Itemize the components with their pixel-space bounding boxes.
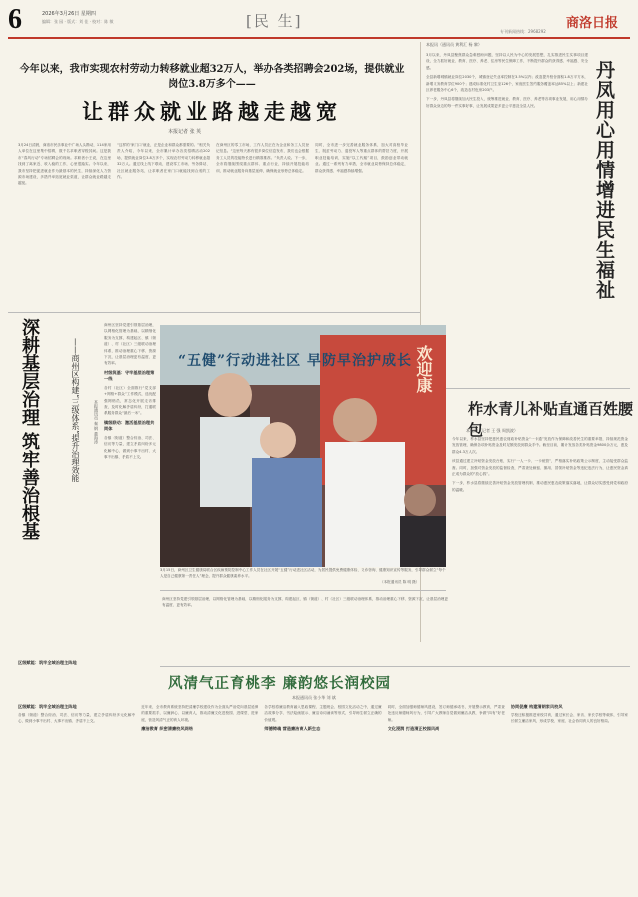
vertical-subhead: 区级赋能：筑牢全域治理主阵地 xyxy=(18,660,77,665)
side-headline: 丹凤用心用情增进民生福祉 xyxy=(593,60,615,300)
bottom-column xyxy=(264,704,381,890)
bottom-subhead: 文化浸润 打造清正校园风尚 xyxy=(387,726,440,732)
bottom-body xyxy=(18,704,628,890)
newspaper-logo: 商洛日报 xyxy=(566,16,619,31)
vertical-subhead: 村级筑基：守牢基层治理第一线 xyxy=(104,369,155,381)
bottom-column xyxy=(511,704,628,890)
vertical-paragraph: 各镇（街道）整合综治、司法、信访等力量，建立矛盾纠纷多元化解中心，做到小事不出村、大事不出镇、矛盾不上交。 xyxy=(104,435,156,460)
section-divider xyxy=(160,590,446,591)
photo-sign: 欢迎康 xyxy=(414,345,433,393)
side-body-2 xyxy=(452,436,628,644)
bottom-paragraph: 各镇（街道）整合综治、司法、信访等力量，建立矛盾纠纷多元化解中心，做到小事不出村、大事不出镇、矛盾不上交。 xyxy=(18,713,136,724)
vertical-headline: 深耕基层治理 筑牢善治根基 xyxy=(19,318,40,541)
bottom-paragraph: 近年来，全市教育系统坚持把清廉学校建设作为全面从严治党向基层延伸的重要抓手，以廉润心、以廉育人，推动清廉文化进校园、进课堂、进家庭，营造风清气正的育人环境。 xyxy=(141,705,259,722)
bottom-headline: 风清气正育桃李 廉韵悠长润校园 xyxy=(168,675,392,692)
dateline: 2026年3月26日 星期四 xyxy=(42,11,96,17)
side-paragraph: 3月以来，丹凤县聚焦群众急难愁盼问题，坚持以人民为中心的发展思想，扎实推进民生实事项目建设，全力抓好就业、教育、医疗、养老、住房等民生保障工作，不断提升群众的获得感、幸福感、安全感。 xyxy=(426,53,588,70)
vertical-paragraph: 商州区坚持党建引领基层治理，以网格化管理为基础，以精细化服务为支撑，构建起区、镇（街道）、村（社区）三级联动治理体系，推动治理重心下移、资源下沉，让基层治理更有温度、更有效率。 xyxy=(104,323,156,366)
bottom-paragraph: 各学校将廉洁教育融入思政课程、主题班会、校园文化活动之中，通过廉洁故事分享、书法绘画展示、廉洁诗词诵读等形式，引导师生树立正确的价值观。 xyxy=(264,705,382,722)
lead-kicker: 今年以来，我市实现农村劳动力转移就业超32万人，举办各类招聘会202场，提供就业岗位3.8万多个—— xyxy=(19,64,405,90)
side-byline-2: 本报讯（记者 王 强 周凯波） xyxy=(466,428,518,433)
vertical-paragraph: 各村（社区）全面推行“党支部+网格+群众”工作模式，选优配强网格员，常态化开展走访排查，及时化解矛盾纠纷，打通联系服务群众“最后一米”。 xyxy=(104,385,156,416)
filler-text xyxy=(162,596,448,660)
photo-caption: 3月15日，商州区卫生健康局联合区疾病预防控制中心工作人员在社区开展“五健”行动进社区活动，为居民提供免费健康体检、义诊咨询、健康知识宣传等服务，引导群众树立“每个人是自己健康第一责任人”理念，提升群众健康素养水平。 xyxy=(160,568,446,578)
section-divider xyxy=(8,312,420,313)
story-paragraph: 商州区坚持党建引领基层治理，以网格化管理为基础，以精细化服务为支撑，构建起区、镇（街道）、村（社区）三级联动治理体系，推动治理重心下移、资源下沉，让基层治理更有温度、更有效率。 xyxy=(162,597,448,608)
lead-column: 在商州区的零工市场，工作人员正在为企业和务工人员登记信息。“这里每天都有很多岗位信息发布，我们也会根据务工人员的技能特长进行精准推荐。”负责人说。下一步，全市将继续围绕重点群体、重点行业，持续开展技能培训，推动就业服务向基层延伸，确保就业形势总体稳定。 xyxy=(216,143,309,173)
lead-column: 同时，全市进一步完善就业服务体系，加大对高校毕业生、脱贫劳动力、退役军人等重点群体的帮扶力度，开展职业技能培训，实施“以工代赈”项目，鼓励创业带动就业。通过一系列有力举措，全市就业局势保持总体稳定，群众获得感、幸福感持续增强。 xyxy=(315,143,408,173)
section-divider xyxy=(424,388,630,389)
bottom-paragraph: 学校还积极推进家校共育，通过家长会、家访、家长学校等载体，引导家长树立廉洁家风，形成学校、家庭、社会协同育人的良好格局。 xyxy=(510,713,629,724)
side-byline: 本报讯（通讯员 黄利汇 杨 黎） xyxy=(426,42,482,47)
lead-byline: 本报记者 张 英 xyxy=(168,129,202,135)
lead-column: “这样的‘家门口’就业，正是企业和群众都需要的。”相关负责人介绍，今年以来，全市累计举办各类招聘活动202场，提供就业岗位3.8万多个，实现农村劳动力转移就业超32万人。通过线上线下联动，建设零工市场、劳务驿站、社区就业服务站，让求职者在家门口就能找到合适的工作。 xyxy=(117,143,210,180)
bottom-column xyxy=(18,704,135,890)
bottom-byline: 本报通讯员 张小华 刘 斌 xyxy=(292,695,336,700)
bottom-column xyxy=(141,704,258,890)
bottom-paragraph: 同时，全面加强师德师风建设，签订师德承诺书，开展警示教育，严肃查处违反师德师风行为，引导广大教师自觉做到廉洁从教，争做“四有”好老师。 xyxy=(387,705,505,722)
vertical-byline: 本报通讯员 秦 钢 董海涛 xyxy=(94,400,99,444)
side-paragraph: 下一步，柞水县将继续完善补贴资金发放管理机制，推动惠民惠农政策落实落地，让群众切实感受到党和政府的温暖。 xyxy=(452,481,628,492)
bottom-subhead: 师德铸魂 营造廉洁育人新生态 xyxy=(264,726,321,732)
page-number: 6 xyxy=(8,4,22,35)
vertical-subhead: 镇级联动：激活基层治理共同体 xyxy=(104,419,155,431)
lead-headline: 让群众就业路越走越宽 xyxy=(82,99,342,124)
side-paragraph: 该县通过建立补贴资金发放台账，实行“一人一卡、一卡统管”，严格落实补贴政策公示制度，主动接受群众监督。同时，加强对资金发放的监督检查，严肃查处截留、挪用、冒领补贴资金等违纪违法行为，让惠民资金真正成为群众的“放心钱”。 xyxy=(452,459,628,477)
vertical-subheadline: ——商州区构建“三级体系”提升治理效能 xyxy=(71,338,80,483)
vertical-subhead: 区级赋能：筑牢全域治理主阵地 xyxy=(18,704,77,709)
bottom-column xyxy=(388,704,505,890)
bottom-subhead: 廉洁教育 织密清廉校风网络 xyxy=(141,726,193,732)
vertical-body xyxy=(104,322,156,662)
side-paragraph: 今年以来，柞水县坚持把惠民惠农财政补贴资金“一卡通”发放作为保障和改善民生的重要举措，持续规范资金发放管理，确保各项补贴资金及时足额发放到群众手中。截至目前，累计发放各类补贴资金9800余万元，惠及群众4.3万人次。 xyxy=(452,437,628,454)
side-paragraph: 全县新增城镇就业岗位2030个，城镇登记失业率控制在3.5%以内；改造提升校舍面积1.8万平方米，新增义务教育学位900个；建成标准化村卫生室126个，家庭医生签约服务覆盖率达85%以上；新建社区养老服务中心6个，改造农村危房203户。 xyxy=(426,75,588,93)
lead-column: 3月24日清晨，商洛市民乐事业中广场人头攒动，114家用人单位在这里集中招聘，数千名求职者穿梭其间。这是我市“春风行动”专场招聘会的现场。求职者小王说，在这里找到了离家近、收入稳的工作，心里很踏实。今年以来，我市坚持把促进就业作为最基本的民生，持续深化人力资源市场建设，多措并举拓宽就业渠道，让群众就业路越走越宽。 xyxy=(18,143,111,186)
side-paragraph: 下一步，丹凤县将继续加大民生投入，统筹推进就业、教育、医疗、养老等各项事业发展，用心用情办好群众身边的每一件实事好事，让发展成果更多更公平惠及全县人民。 xyxy=(426,97,588,108)
editor-line: 编辑：张 园 · 版式：刘 佳 · 校对：陈 敏 xyxy=(42,19,114,24)
photo-credit: （本报通讯员 陈 明 摄） xyxy=(380,580,420,584)
section-label: [民 生] xyxy=(246,12,303,30)
side-body xyxy=(426,52,588,382)
side-headline-2: 柞水青儿补贴直通百姓腰包 xyxy=(468,400,634,439)
section-divider xyxy=(160,666,630,667)
photo-headline: “五健”行动进社区 早防早治护成长 xyxy=(178,353,412,369)
bottom-subhead: 协同促廉 构建清朗家风校风 xyxy=(510,704,563,709)
masthead-rule xyxy=(8,37,630,39)
lead-body xyxy=(18,142,408,308)
hotline: 专刊新闻热线：2968292 xyxy=(500,29,546,34)
